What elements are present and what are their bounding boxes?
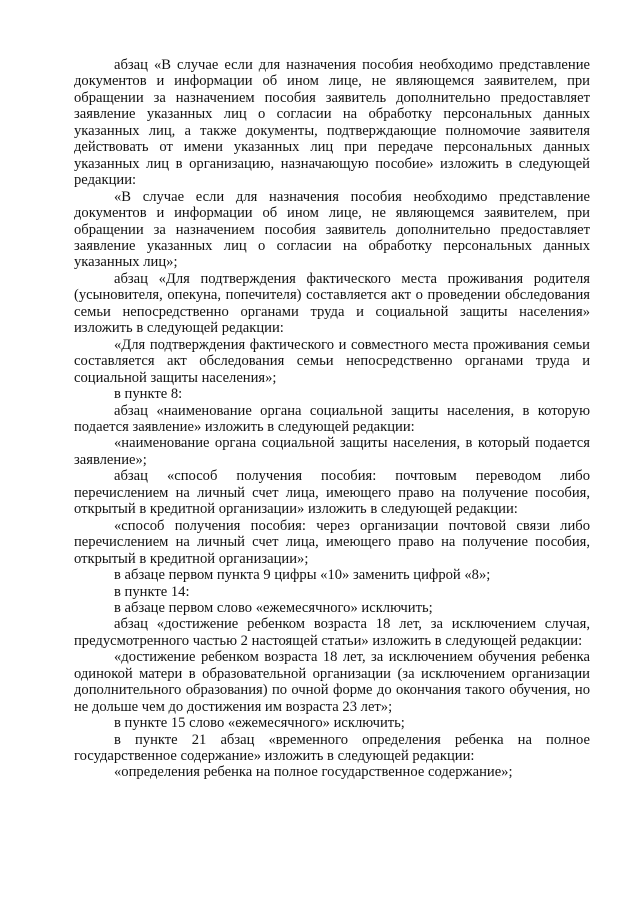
paragraph: абзац «способ получения пособия: почтовым переводом либо перечислением на личный счет лица, имеющего право на получение пособия, открытый в кредитной организации» изложить в следующей редакции: (74, 468, 590, 518)
paragraph: «В случае если для назначения пособия необходимо представление документов и информации об ином лице, не являющемся заявителем, при обращении за назначением пособия заявитель дополнительно предоставляет заявление указанных лиц о согласии на обработку персональных данных указанных лиц»; (74, 188, 590, 271)
paragraph: абзац «Для подтверждения фактического места проживания родителя (усыновителя, опекуна, попечителя) составляется акт о проведении обследования семьи непосредственно органами труда и социальной защиты населения» изложить в следующей редакции: (74, 270, 590, 337)
paragraph: в пункте 15 слово «ежемесячного» исключить; (114, 715, 405, 732)
paragraph: в пункте 8: (114, 386, 183, 403)
paragraph: «достижение ребенком возраста 18 лет, за исключением обучения ребенка одинокой матери в образовательной организации (за исключением организации дополнительного образования) по очной форме до окончания такого обучения, но не дольше чем до достижения им возраста 23 лет»; (74, 649, 590, 715)
paragraph: «определения ребенка на полное государственное содержание»; (114, 764, 513, 781)
paragraph: в абзаце первом пункта 9 цифры «10» заменить цифрой «8»; (114, 567, 491, 584)
paragraph: в абзаце первом слово «ежемесячного» исключить; (114, 599, 433, 616)
paragraph: абзац «наименование органа социальной защиты населения, в которую подается заявление» изложить в следующей редакции: (74, 402, 590, 435)
paragraph: «способ получения пособия: через организации почтовой связи либо перечислением на личный счет лица, имеющего право на получение пособия, открытый в кредитной организации»; (74, 517, 590, 567)
document-page (74, 57, 590, 781)
paragraph: «Для подтверждения фактического и совместного места проживания семьи составляется акт обследования семьи непосредственно органами труда и социальной защиты населения»; (74, 336, 590, 386)
paragraph: в пункте 21 абзац «временного определения ребенка на полное государственное содержание» изложить в следующей редакции: (74, 731, 590, 765)
paragraph: «наименование органа социальной защиты населения, в который подается заявление»; (74, 435, 590, 468)
paragraph: абзац «достижение ребенком возраста 18 лет, за исключением случая, предусмотренного частью 2 настоящей статьи» изложить в следующей редакции: (74, 616, 590, 649)
paragraph: в пункте 14: (114, 583, 190, 600)
paragraph: абзац «В случае если для назначения пособия необходимо представление документов и информации об ином лице, не являющемся заявителем, при обращении за назначением пособия заявитель дополнительно предоставляет заявление указанных лиц о согласии на обработку персональных данных указанных лиц, а также документы, подтверждающие полномочие заявителя действовать от имени указанных лиц при передаче персональных данных указанных лиц в организацию, назначающую пособие» изложить в следующей редакции: (74, 57, 590, 189)
